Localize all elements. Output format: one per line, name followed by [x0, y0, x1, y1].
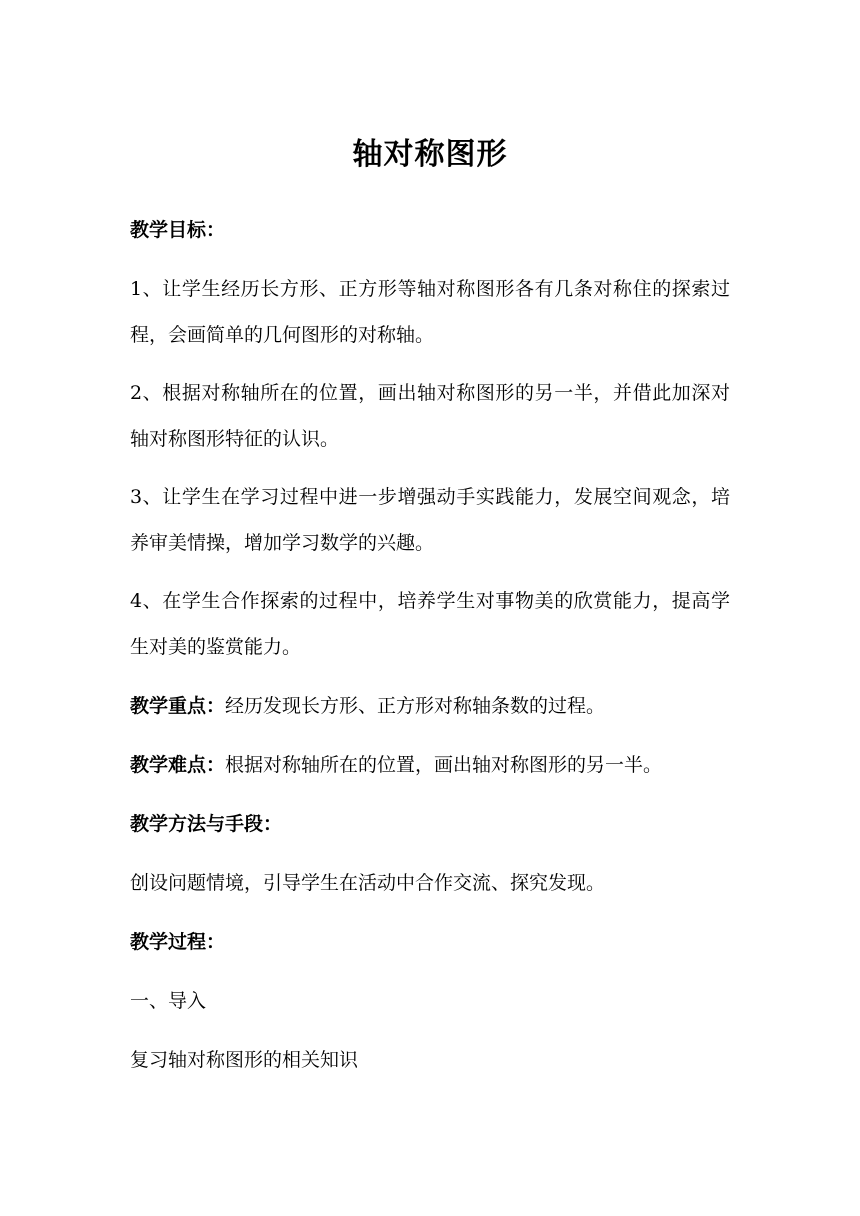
- objective-item-4: 4、在学生合作探索的过程中，培养学生对事物美的欣赏能力，提高学生对美的鉴赏能力。: [130, 590, 730, 658]
- difficult-point-text: 根据对称轴所在的位置，画出轴对称图形的另一半。: [225, 754, 663, 776]
- difficult-point-label: 教学难点：: [130, 754, 226, 776]
- process-step-1-text: 复习轴对称图形的相关知识: [130, 1049, 359, 1071]
- process-step-1: 一、导入: [130, 990, 207, 1012]
- process-heading: 教学过程：: [130, 931, 226, 953]
- key-point-label: 教学重点：: [130, 695, 226, 717]
- difficult-point-line: [130, 742, 730, 788]
- objective-item-3: 3、让学生在学习过程中进一步增强动手实践能力，发展空间观念，培养审美情操，增加学习数学的兴趣。: [130, 486, 730, 554]
- document-title: 轴对称图形: [352, 137, 508, 172]
- objectives-heading: 教学目标：: [130, 219, 226, 241]
- key-point-text: 经历发现长方形、正方形对称轴条数的过程。: [225, 695, 606, 717]
- methods-heading: 教学方法与手段：: [130, 813, 283, 835]
- objective-item-2: 2、根据对称轴所在的位置，画出轴对称图形的另一半，并借此加深对轴对称图形特征的认识。: [130, 382, 730, 450]
- methods-text: 创设问题情境，引导学生在活动中合作交流、探究发现。: [130, 872, 606, 894]
- key-point-line: [130, 683, 730, 729]
- objective-item-1: 1、让学生经历长方形、正方形等轴对称图形各有几条对称住的探索过程，会画简单的几何图形的对称轴。: [130, 278, 730, 346]
